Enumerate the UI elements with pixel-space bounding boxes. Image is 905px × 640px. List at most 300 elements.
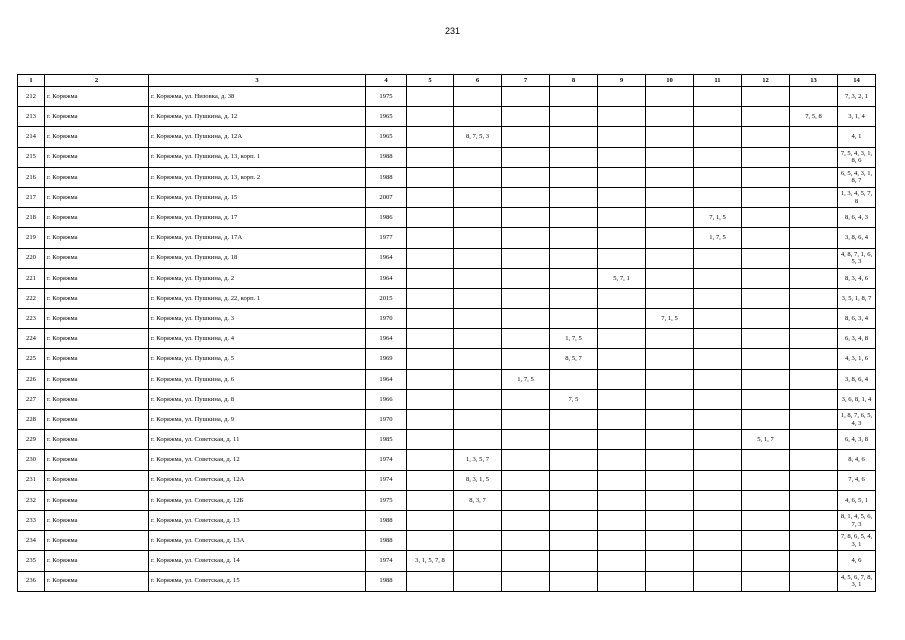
table-cell: 234: [18, 531, 45, 551]
column-header: 3: [149, 75, 366, 87]
table-cell: 235: [18, 551, 45, 571]
table-cell: [454, 369, 502, 389]
column-header: 5: [407, 75, 454, 87]
table-cell: 232: [18, 490, 45, 510]
table-cell: [598, 430, 646, 450]
table-cell: [502, 410, 550, 430]
table-cell: [790, 187, 838, 207]
table-cell: [502, 470, 550, 490]
table-cell: [646, 167, 694, 187]
table-cell: [646, 248, 694, 268]
table-cell: г. Коряжма, ул. Пушкина, д. 22, корп. 1: [149, 288, 366, 308]
table-cell: [454, 248, 502, 268]
table-cell: [598, 288, 646, 308]
table-cell: [742, 510, 790, 530]
table-cell: [694, 187, 742, 207]
table-cell: [502, 147, 550, 167]
table-cell: г. Коряжма: [45, 248, 149, 268]
table-cell: 1964: [366, 268, 407, 288]
table-cell: г. Коряжма: [45, 228, 149, 248]
table-cell: г. Коряжма: [45, 551, 149, 571]
table-cell: [694, 571, 742, 591]
table-cell: г. Коряжма: [45, 349, 149, 369]
table-cell: [598, 107, 646, 127]
table-cell: 218: [18, 208, 45, 228]
table-cell: [502, 228, 550, 248]
table-cell: 1974: [366, 551, 407, 571]
table-cell: 1, 8, 7, 6, 5, 4, 3: [838, 410, 876, 430]
table-cell: [502, 349, 550, 369]
table-cell: 214: [18, 127, 45, 147]
table-cell: [598, 87, 646, 107]
table-cell: [502, 268, 550, 288]
table-cell: [407, 430, 454, 450]
table-cell: [790, 127, 838, 147]
table-cell: [742, 470, 790, 490]
table-cell: [550, 248, 598, 268]
table-cell: [742, 551, 790, 571]
table-cell: [646, 410, 694, 430]
table-cell: 215: [18, 147, 45, 167]
table-cell: 8, 1, 4, 5, 6, 7, 3: [838, 510, 876, 530]
table-cell: [742, 268, 790, 288]
table-cell: [502, 248, 550, 268]
table-cell: 1, 3, 4, 5, 7, 8: [838, 187, 876, 207]
table-cell: [646, 389, 694, 409]
table-cell: 236: [18, 571, 45, 591]
table-cell: [407, 167, 454, 187]
table-cell: [502, 187, 550, 207]
table-cell: [646, 369, 694, 389]
table-cell: [407, 329, 454, 349]
table-cell: [646, 228, 694, 248]
table-cell: [646, 329, 694, 349]
table-row: [18, 187, 876, 207]
table-cell: 4, 5, 6, 7, 8, 3, 1: [838, 571, 876, 591]
table-cell: [407, 187, 454, 207]
table-cell: [550, 571, 598, 591]
table-cell: 8, 3, 1, 5: [454, 470, 502, 490]
table-cell: г. Коряжма: [45, 187, 149, 207]
table-row: [18, 208, 876, 228]
table-cell: [454, 228, 502, 248]
table-row: [18, 167, 876, 187]
table-cell: [790, 329, 838, 349]
table-cell: г. Коряжма: [45, 510, 149, 530]
table-cell: [454, 288, 502, 308]
table-cell: [790, 571, 838, 591]
table-row: [18, 470, 876, 490]
table-cell: [694, 167, 742, 187]
table-cell: [502, 167, 550, 187]
table-cell: [646, 510, 694, 530]
table-cell: [646, 268, 694, 288]
table-cell: 216: [18, 167, 45, 187]
table-cell: [407, 87, 454, 107]
table-cell: 1975: [366, 87, 407, 107]
table-cell: [694, 510, 742, 530]
table-cell: г. Коряжма, ул. Пушкина, д. 17: [149, 208, 366, 228]
table-cell: г. Коряжма: [45, 430, 149, 450]
table-cell: [790, 450, 838, 470]
column-header: 7: [502, 75, 550, 87]
column-header: 13: [790, 75, 838, 87]
table-cell: [742, 127, 790, 147]
table-cell: [790, 430, 838, 450]
table-row: [18, 288, 876, 308]
table-cell: [742, 490, 790, 510]
table-cell: [407, 450, 454, 470]
table-cell: [502, 288, 550, 308]
table-cell: [407, 510, 454, 530]
table-cell: [646, 288, 694, 308]
table-row: [18, 248, 876, 268]
table-cell: [742, 369, 790, 389]
table-cell: [790, 87, 838, 107]
table-cell: 221: [18, 268, 45, 288]
table-cell: 1988: [366, 510, 407, 530]
table-cell: [550, 450, 598, 470]
table-cell: [742, 571, 790, 591]
table-cell: 2007: [366, 187, 407, 207]
table-cell: [694, 410, 742, 430]
table-cell: 6, 5, 4, 3, 1, 8, 7: [838, 167, 876, 187]
table-cell: 1974: [366, 470, 407, 490]
table-cell: [407, 369, 454, 389]
table-cell: [550, 167, 598, 187]
table-cell: [598, 410, 646, 430]
table-cell: [598, 248, 646, 268]
table-cell: [598, 228, 646, 248]
table-cell: [742, 107, 790, 127]
table-row: [18, 87, 876, 107]
table-cell: 6, 4, 3, 8: [838, 430, 876, 450]
table-cell: 1966: [366, 389, 407, 409]
table-cell: 1988: [366, 167, 407, 187]
table-cell: 7, 4, 6: [838, 470, 876, 490]
table-cell: 212: [18, 87, 45, 107]
table-cell: 1988: [366, 531, 407, 551]
table-cell: [598, 389, 646, 409]
table-cell: [502, 490, 550, 510]
table-cell: [407, 490, 454, 510]
table-cell: [407, 208, 454, 228]
table-cell: 1977: [366, 228, 407, 248]
table-header-row: [18, 75, 876, 87]
table-cell: г. Коряжма: [45, 107, 149, 127]
table-cell: 1985: [366, 430, 407, 450]
table-cell: [407, 571, 454, 591]
table-cell: [454, 309, 502, 329]
table-body: [18, 87, 876, 592]
table-cell: 1970: [366, 309, 407, 329]
table-cell: [598, 531, 646, 551]
table-cell: [550, 430, 598, 450]
table-cell: 1988: [366, 571, 407, 591]
table-cell: 1964: [366, 248, 407, 268]
schedule-table: [17, 74, 876, 592]
table-cell: [742, 248, 790, 268]
table-cell: [407, 389, 454, 409]
table-cell: [407, 470, 454, 490]
table-cell: [407, 531, 454, 551]
table-cell: г. Коряжма, ул. Пушкина, д. 9: [149, 410, 366, 430]
table-cell: [790, 309, 838, 329]
table-cell: 233: [18, 510, 45, 530]
table-cell: 1, 7, 5: [550, 329, 598, 349]
column-header: 2: [45, 75, 149, 87]
table-row: [18, 510, 876, 530]
table-cell: [598, 187, 646, 207]
table-cell: г. Коряжма, ул. Советская, д. 13А: [149, 531, 366, 551]
table-cell: [598, 309, 646, 329]
table-cell: г. Коряжма, ул. Советская, д. 15: [149, 571, 366, 591]
table-cell: [407, 288, 454, 308]
table-cell: [502, 127, 550, 147]
table-cell: [694, 430, 742, 450]
table-cell: [407, 410, 454, 430]
table-cell: г. Коряжма, ул. Советская, д. 14: [149, 551, 366, 571]
table-cell: 7, 3, 2, 1: [838, 87, 876, 107]
table-cell: [598, 147, 646, 167]
table-cell: 1, 3, 5, 7: [454, 450, 502, 470]
table-cell: [550, 288, 598, 308]
column-header: 10: [646, 75, 694, 87]
table-cell: [790, 288, 838, 308]
table-cell: 1975: [366, 490, 407, 510]
table-cell: [646, 127, 694, 147]
table-cell: [550, 228, 598, 248]
table-cell: г. Коряжма, ул. Пушкина, д. 13, корп. 2: [149, 167, 366, 187]
table-cell: [454, 147, 502, 167]
table-cell: [694, 107, 742, 127]
table-cell: 1988: [366, 147, 407, 167]
table-cell: [454, 551, 502, 571]
table-cell: [742, 167, 790, 187]
table-cell: г. Коряжма: [45, 147, 149, 167]
table-cell: [454, 410, 502, 430]
table-cell: [742, 228, 790, 248]
table-cell: г. Коряжма: [45, 369, 149, 389]
table-cell: [407, 309, 454, 329]
table-cell: 219: [18, 228, 45, 248]
table-cell: [694, 127, 742, 147]
table-cell: [646, 87, 694, 107]
table-cell: [407, 268, 454, 288]
table-cell: [550, 107, 598, 127]
table-cell: [407, 127, 454, 147]
table-row: [18, 329, 876, 349]
table-cell: г. Коряжма, ул. Пушкина, д. 17А: [149, 228, 366, 248]
table-cell: 231: [18, 470, 45, 490]
table-cell: [742, 450, 790, 470]
table-cell: г. Коряжма, ул. Советская, д. 13: [149, 510, 366, 530]
table-cell: 1964: [366, 329, 407, 349]
table-cell: 1964: [366, 369, 407, 389]
table-cell: [790, 228, 838, 248]
table-cell: [694, 268, 742, 288]
table-cell: [790, 389, 838, 409]
table-cell: [790, 167, 838, 187]
table-row: [18, 571, 876, 591]
table-cell: [790, 470, 838, 490]
table-cell: [502, 571, 550, 591]
table-cell: [550, 470, 598, 490]
table-row: [18, 127, 876, 147]
table-cell: 229: [18, 430, 45, 450]
table-cell: [454, 268, 502, 288]
table-cell: [646, 531, 694, 551]
table-cell: [646, 430, 694, 450]
table-cell: г. Коряжма: [45, 571, 149, 591]
table-cell: [790, 248, 838, 268]
table-cell: [790, 510, 838, 530]
table-cell: [550, 127, 598, 147]
table-cell: г. Коряжма, ул. Советская, д. 12А: [149, 470, 366, 490]
table-cell: [454, 329, 502, 349]
table-cell: [694, 470, 742, 490]
table-cell: г. Коряжма, ул. Пушкина, д. 3: [149, 309, 366, 329]
table-cell: [646, 571, 694, 591]
column-header: 6: [454, 75, 502, 87]
table-cell: 220: [18, 248, 45, 268]
table-cell: г. Коряжма: [45, 127, 149, 147]
table-cell: [790, 531, 838, 551]
table-cell: [694, 349, 742, 369]
table-cell: г. Коряжма: [45, 208, 149, 228]
table-cell: 3, 8, 6, 4: [838, 369, 876, 389]
table-row: [18, 551, 876, 571]
table-cell: [550, 208, 598, 228]
table-cell: г. Коряжма, ул. Советская, д. 12Б: [149, 490, 366, 510]
table-row: [18, 349, 876, 369]
table-cell: 3, 6, 8, 1, 4: [838, 389, 876, 409]
table-cell: г. Коряжма, ул. Пушкина, д. 8: [149, 389, 366, 409]
table-cell: [694, 369, 742, 389]
table-cell: [742, 531, 790, 551]
table-cell: [550, 309, 598, 329]
table-cell: [407, 248, 454, 268]
table-cell: 225: [18, 349, 45, 369]
table-cell: [550, 87, 598, 107]
table-cell: [598, 470, 646, 490]
table-cell: 7, 8, 6, 5, 4, 3, 1: [838, 531, 876, 551]
table-cell: [407, 107, 454, 127]
table-cell: [742, 147, 790, 167]
column-header: 1: [18, 75, 45, 87]
table-cell: 8, 6, 3, 4: [838, 309, 876, 329]
table-cell: 226: [18, 369, 45, 389]
table-cell: [694, 87, 742, 107]
table-cell: [502, 389, 550, 409]
table-cell: 6, 3, 4, 8: [838, 329, 876, 349]
table-cell: [694, 329, 742, 349]
table-cell: 3, 1, 4: [838, 107, 876, 127]
table-cell: [790, 268, 838, 288]
table-cell: г. Коряжма, ул. Пушкина, д. 15: [149, 187, 366, 207]
table-cell: [550, 369, 598, 389]
table-row: [18, 268, 876, 288]
table-row: [18, 309, 876, 329]
table-cell: [646, 187, 694, 207]
table-cell: г. Коряжма, ул. Советская, д. 11: [149, 430, 366, 450]
table-cell: 1965: [366, 107, 407, 127]
table-cell: г. Коряжма: [45, 531, 149, 551]
table-cell: 3, 5, 1, 8, 7: [838, 288, 876, 308]
table-cell: 4, 6: [838, 551, 876, 571]
table-cell: [646, 470, 694, 490]
table-cell: [454, 349, 502, 369]
table-cell: г. Коряжма, ул. Пушкина, д. 4: [149, 329, 366, 349]
column-header: 4: [366, 75, 407, 87]
table-cell: г. Коряжма, ул. Пушкина, д. 2: [149, 268, 366, 288]
table-cell: [694, 147, 742, 167]
table-row: [18, 450, 876, 470]
table-cell: г. Коряжма: [45, 389, 149, 409]
table-cell: [407, 349, 454, 369]
table-cell: 8, 5, 7: [550, 349, 598, 369]
table-cell: 8, 7, 5, 3: [454, 127, 502, 147]
table-cell: [790, 349, 838, 369]
table-cell: г. Коряжма, ул. Пушкина, д. 12А: [149, 127, 366, 147]
column-header: 14: [838, 75, 876, 87]
table-cell: 5, 7, 1: [598, 268, 646, 288]
table-cell: [550, 268, 598, 288]
table-cell: [550, 551, 598, 571]
table-row: [18, 490, 876, 510]
table-cell: [742, 389, 790, 409]
table-cell: [694, 551, 742, 571]
table-cell: [742, 208, 790, 228]
table-cell: [598, 329, 646, 349]
table-cell: [742, 410, 790, 430]
table-cell: 2015: [366, 288, 407, 308]
table-cell: 223: [18, 309, 45, 329]
table-cell: 224: [18, 329, 45, 349]
table-cell: [598, 167, 646, 187]
table-cell: [454, 208, 502, 228]
table-cell: [454, 167, 502, 187]
table-cell: [502, 450, 550, 470]
table-cell: [502, 208, 550, 228]
table-cell: [454, 87, 502, 107]
table-cell: г. Коряжма: [45, 288, 149, 308]
table-row: [18, 531, 876, 551]
table-cell: 1, 7, 5: [694, 228, 742, 248]
table-cell: г. Коряжма: [45, 309, 149, 329]
table-cell: [502, 531, 550, 551]
table-cell: г. Коряжма: [45, 450, 149, 470]
table-row: [18, 107, 876, 127]
table-cell: [790, 551, 838, 571]
table-cell: 1970: [366, 410, 407, 430]
table-cell: 7, 5, 4, 3, 1, 8, 6: [838, 147, 876, 167]
table-cell: [454, 571, 502, 591]
table-cell: [550, 490, 598, 510]
table-cell: [598, 490, 646, 510]
table-cell: г. Коряжма: [45, 87, 149, 107]
table-cell: [454, 107, 502, 127]
table-cell: [550, 531, 598, 551]
table-cell: [454, 430, 502, 450]
table-cell: 8, 3, 4, 6: [838, 268, 876, 288]
table-cell: 5, 1, 7: [742, 430, 790, 450]
table-cell: 4, 8, 7, 1, 6, 5, 3: [838, 248, 876, 268]
table-cell: 7, 1, 5: [694, 208, 742, 228]
table-cell: [694, 389, 742, 409]
table-cell: [454, 510, 502, 530]
table-cell: [454, 187, 502, 207]
